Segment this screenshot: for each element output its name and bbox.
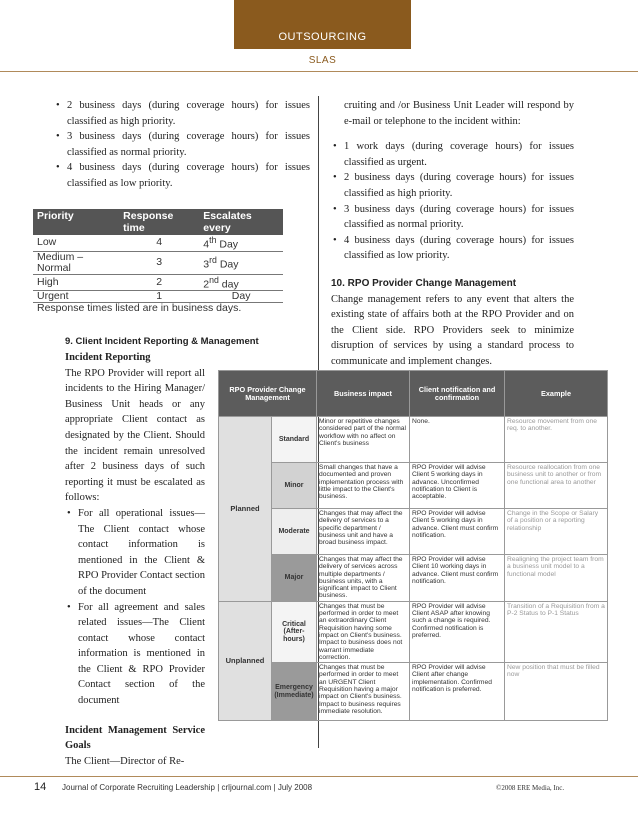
section10-heading: 10. RPO Provider Change Management	[331, 277, 517, 289]
escalate-unit: day	[221, 278, 239, 290]
section10-text: Change management refers to any event that alters the existing state of affairs both at the RPO Provider and on the Client side. RPO Providers seek to minimize disruption of services by using a standard process to communicate and implement changes.	[331, 293, 574, 367]
col-escalates: Escalates every	[199, 209, 283, 235]
impact-cell: Changes that must be performed in order to meet an extraordinary Client Requisition having some impact on Client's business. Impact to business does not warrant immediate correction.	[317, 601, 410, 662]
group-unplanned: Unplanned	[219, 601, 272, 720]
table-row	[219, 555, 608, 602]
table-row	[219, 417, 608, 463]
bullet-item: • For all agreement and sales related issues—The Client contact whose contact information is mentioned in the Client & RPO Provider Contact section of the document	[65, 600, 205, 709]
cell-response: 2	[119, 274, 199, 291]
level-cell: Minor	[272, 463, 317, 509]
example-cell: Resource reallocation from one business unit to another or from one functional area to another	[505, 463, 608, 509]
table-row	[219, 601, 608, 662]
escalate-num: 4	[203, 238, 210, 251]
escalate-num: 2	[203, 278, 210, 290]
cell-response: 1	[119, 291, 199, 303]
col-example: Example	[505, 371, 608, 417]
col-client-notification: Client notification and confirmation	[410, 371, 505, 417]
notify-cell: RPO Provider will advise Client after change implementation. Confirmed notification is preferred.	[410, 663, 505, 721]
bullet-item: • 4 business days (during coverage hours) for issues classified as low priority.	[331, 233, 574, 264]
table-row	[33, 291, 283, 303]
cell-priority: Medium – Normal	[33, 251, 119, 274]
level-cell: Standard	[272, 417, 317, 463]
change-management-table	[218, 370, 608, 721]
escalate-sup: rd	[209, 254, 217, 265]
section9-body	[65, 350, 205, 769]
table-note-row	[33, 303, 283, 315]
bullet-item: • 3 business days (during coverage hours) for issues classified as normal priority.	[54, 129, 310, 160]
level-sub: (Immediate)	[274, 691, 314, 699]
escalate-sup: nd	[209, 274, 219, 285]
table-row	[219, 663, 608, 721]
bullet-item: • For all operational issues—The Client contact whose contact information is mentioned in the Client & RPO Provider Contact section of the document	[65, 506, 205, 600]
notify-cell: None.	[410, 417, 505, 463]
notify-cell: RPO Provider will advise Client 5 working days in advance. Unconfirmed notification to Client is acceptable.	[410, 463, 505, 509]
level-cell: Major	[272, 555, 317, 602]
escalate-unit: Day	[231, 290, 251, 302]
cell-escalates	[199, 274, 283, 291]
priority-table-header	[33, 209, 283, 235]
bullet-item: • 2 business days (during coverage hours) for issues classified as high priority.	[331, 170, 574, 201]
cell-escalates	[199, 235, 283, 251]
notify-cell: RPO Provider will advise Client 10 working days in advance. Client must confirm notification.	[410, 555, 505, 602]
col-response: Response time	[119, 209, 199, 235]
change-table-header	[219, 371, 608, 417]
goals-heading: Incident Management Service Goals	[65, 724, 205, 752]
section9-paragraph: The RPO Provider will report all incidents to the Hiring Manager/ Business Unit heads or any appropriate Client contact as designated by the Client. Should the incident remain unresolved after 2 business days of such reporting it must be escalated as follows:	[65, 367, 205, 504]
escalate-unit: Day	[219, 258, 239, 271]
footer-rule	[0, 776, 638, 777]
cell-priority: Urgent	[33, 291, 119, 303]
bullet-item: • 4 business days (during coverage hours) for issues classified as low priority.	[54, 160, 310, 191]
continued-text: cruiting and /or Business Unit Leader will respond by e-mail or telephone to the incident within:	[344, 100, 574, 127]
escalate-num: 3	[203, 258, 210, 271]
cell-response: 3	[119, 251, 199, 274]
impact-cell: Changes that may affect the delivery of services to a specific department / business unit and have a broad business impact.	[317, 509, 410, 555]
cell-escalates	[199, 291, 283, 303]
impact-cell: Minor or repetitive changes considered part of the normal workflow with no affect on Client's business	[317, 417, 410, 463]
left-top-bullets	[54, 98, 310, 192]
cell-escalates	[199, 251, 283, 274]
priority-table	[33, 209, 283, 314]
bullet-item: • 1 work days (during coverage hours) for issues classified as urgent.	[331, 139, 574, 170]
header-rule	[0, 71, 638, 72]
level-cell: Moderate	[272, 509, 317, 555]
cell-priority: Low	[33, 235, 119, 251]
impact-cell: Changes that may affect the delivery of services across multiple departments / business units, with a significant impact to Client business.	[317, 555, 410, 602]
bullet-item: • 3 business days (during coverage hours) for issues classified as normal priority.	[331, 202, 574, 233]
group-planned: Planned	[219, 417, 272, 602]
notify-cell: RPO Provider will advise Client ASAP after knowing such a change is required. Confirmed notification is preferred.	[410, 601, 505, 662]
example-cell: Change in the Scope or Salary of a position or a reporting relationship	[505, 509, 608, 555]
example-cell: Resource movement from one req. to another.	[505, 417, 608, 463]
escalate-sup: th	[209, 235, 217, 245]
goals-text: The Client—Director of Re-	[65, 755, 185, 767]
table-row	[33, 251, 283, 274]
example-cell: New position that must be filled now	[505, 663, 608, 721]
table-row	[219, 509, 608, 555]
level-sub: (After-hours)	[283, 628, 305, 643]
right-column	[331, 98, 574, 370]
level-name: Critical	[282, 621, 306, 629]
section-subtitle: SLAS	[308, 55, 337, 66]
escalate-unit: Day	[219, 238, 239, 251]
section9-subheading: Incident Reporting	[65, 352, 151, 363]
col-change-management: RPO Provider Change Management	[219, 371, 317, 417]
col-business-impact: Business impact	[317, 371, 410, 417]
copyright: ©2008 ERE Media, Inc.	[496, 784, 565, 792]
section-title: OUTSOURCING	[278, 31, 367, 43]
level-cell	[272, 663, 317, 721]
level-cell	[272, 601, 317, 662]
journal-citation: Journal of Corporate Recruiting Leadership | crljournal.com | July 2008	[62, 783, 313, 792]
level-name: Emergency	[275, 684, 313, 692]
example-cell: Realigning the project team from a business unit model to a functional model	[505, 555, 608, 602]
cell-priority: High	[33, 274, 119, 291]
bullet-item: • 2 business days (during coverage hours) for issues classified as high priority.	[54, 98, 310, 129]
cell-response: 4	[119, 235, 199, 251]
table-row	[33, 274, 283, 291]
impact-cell: Small changes that have a documented and proven implementation process with little impact to the Client's business.	[317, 463, 410, 509]
table-note: Response times listed are in business days.	[37, 302, 242, 314]
example-cell: Transition of a Requisition from a P-2 Status to P-1 Status	[505, 601, 608, 662]
col-priority: Priority	[33, 209, 119, 235]
notify-cell: RPO Provider will advise Client 5 working days in advance. Client must confirm notification.	[410, 509, 505, 555]
section9-heading: 9. Client Incident Reporting & Management	[65, 336, 259, 347]
table-row	[33, 235, 283, 251]
table-row	[219, 463, 608, 509]
impact-cell: Changes that must be performed in order to meet an URGENT Client Requisition having a major impact on Client's business. Impact to business requires immediate resolution.	[317, 663, 410, 721]
page-number: 14	[34, 781, 47, 793]
